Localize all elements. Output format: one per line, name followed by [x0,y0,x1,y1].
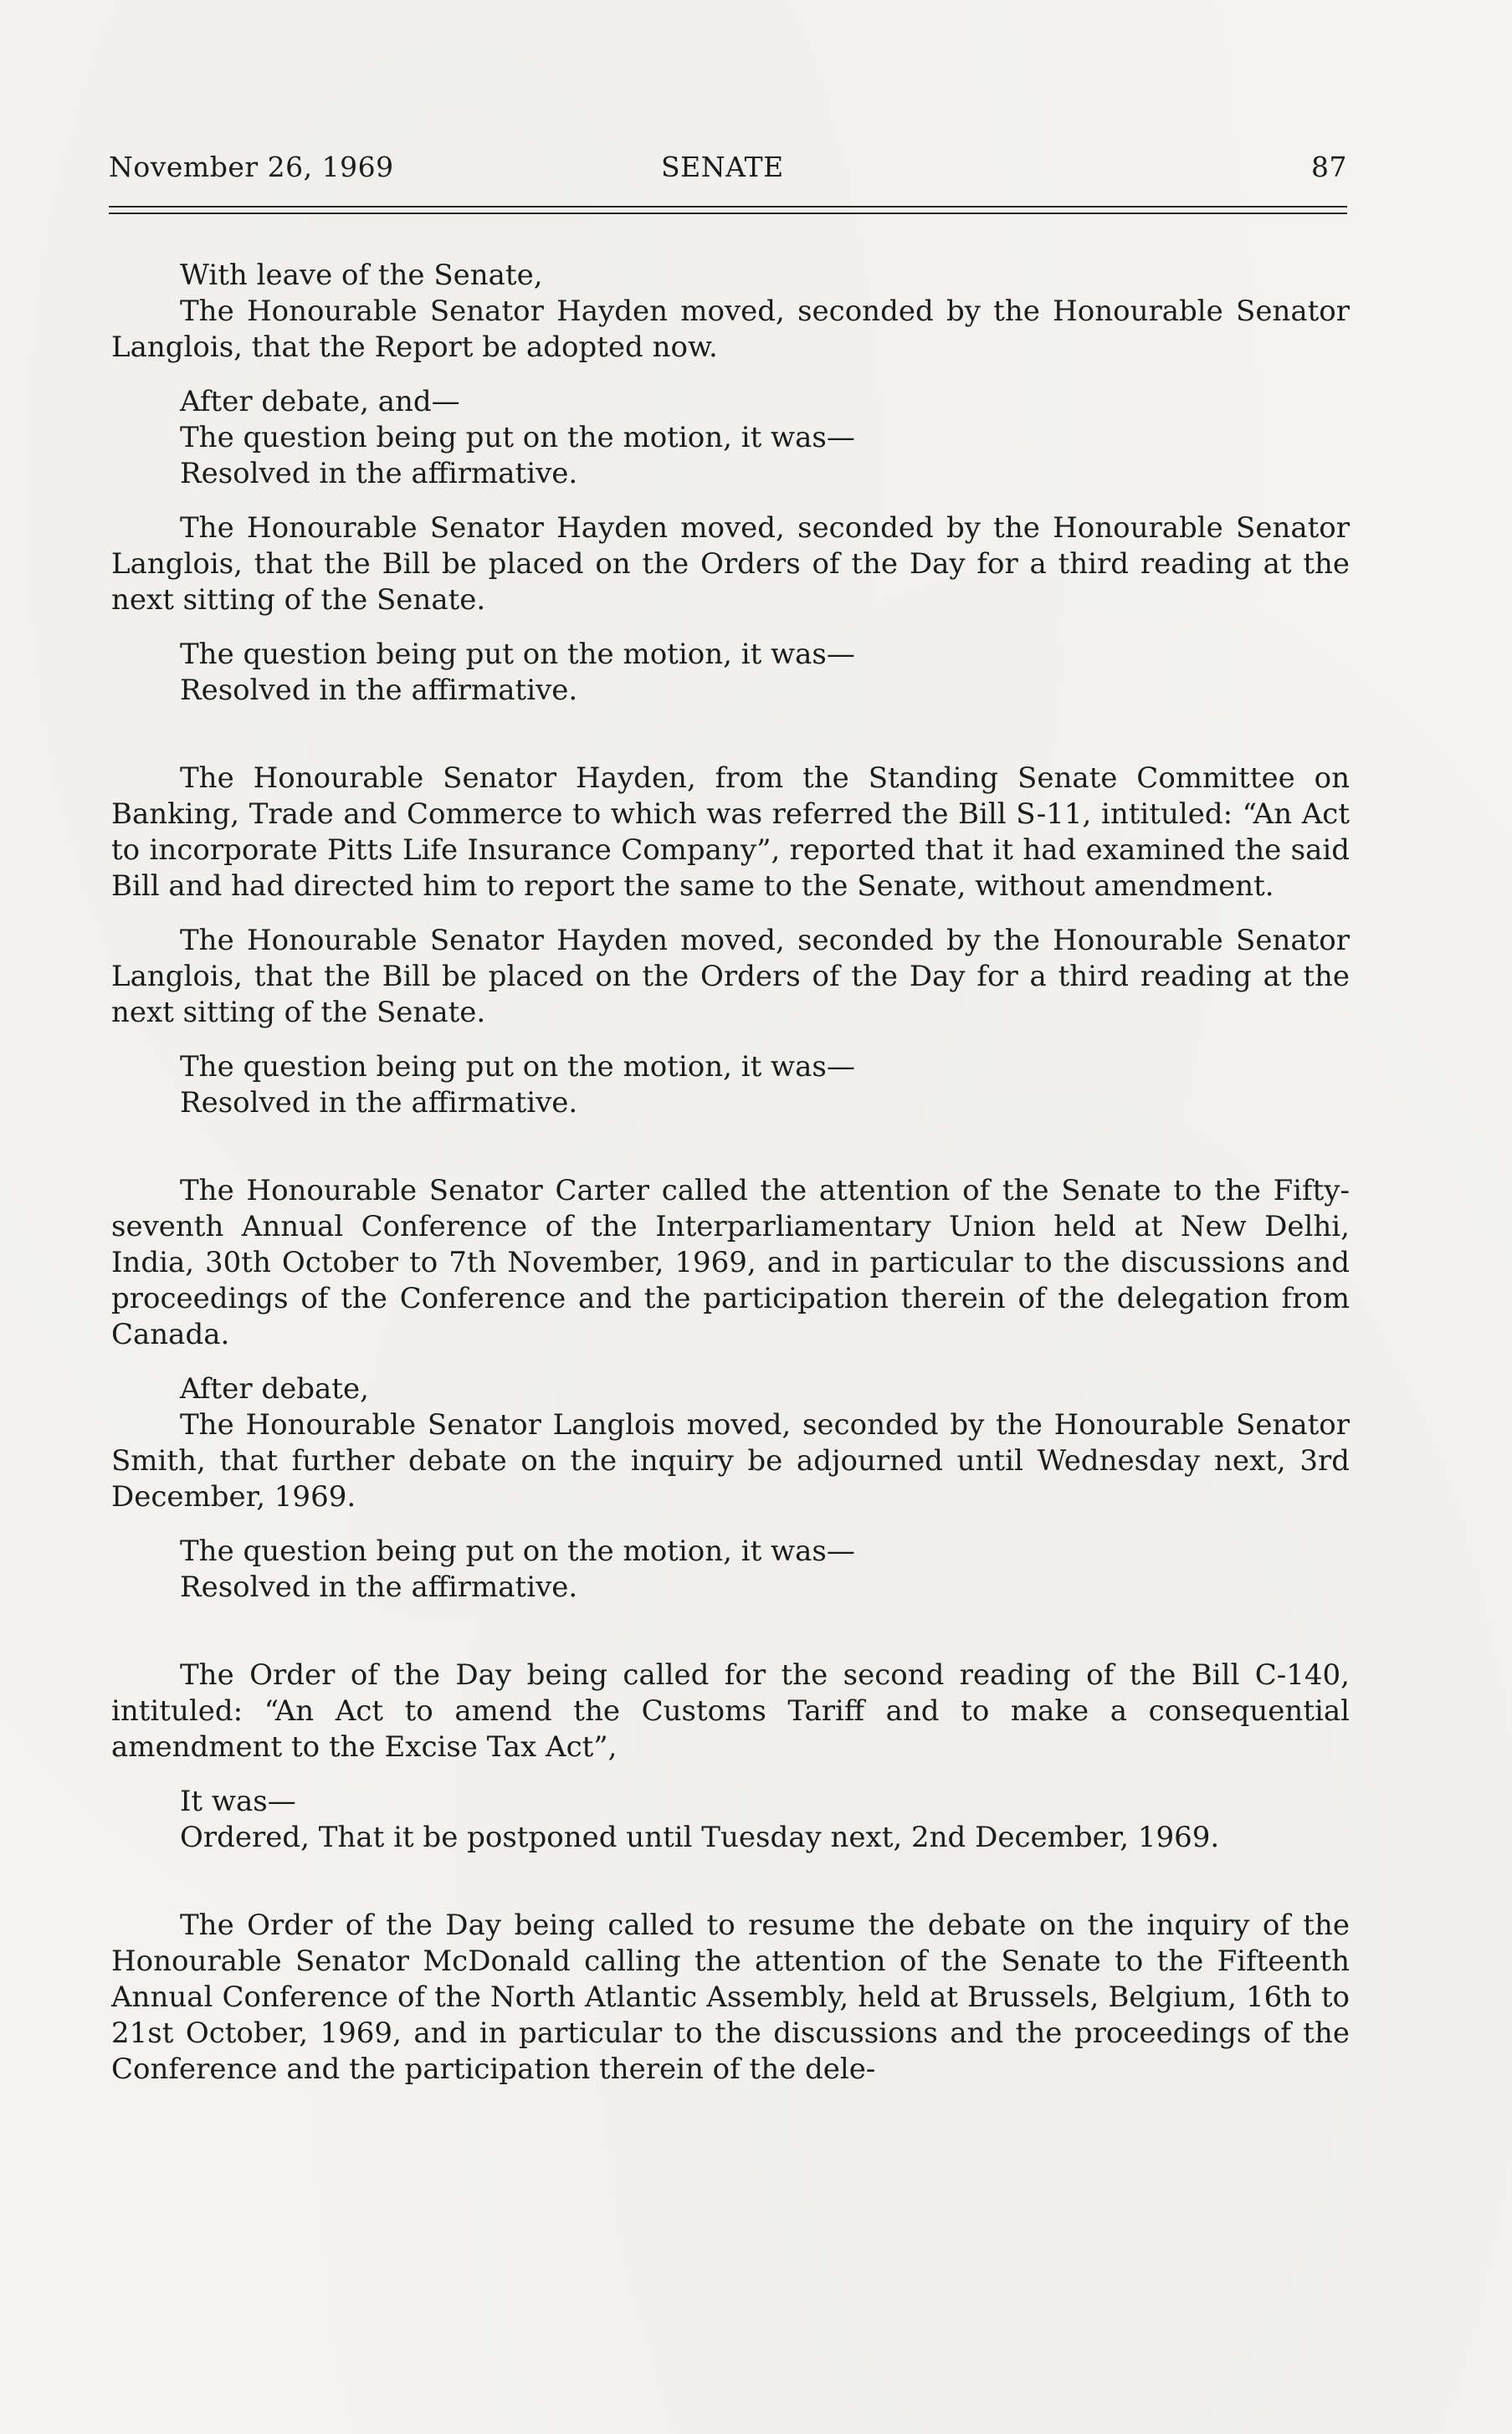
header-rule-bottom [109,213,1347,214]
section-separator [111,709,1350,761]
journal-entry [111,1658,1350,1765]
entry-paragraph: The Honourable Senator Langlois moved, seconded by the Honourable Senator Smith, that further debate on the inquiry be adjourned until Wednesday next, 3rd December, 1969. [111,1408,1350,1514]
section-separator [111,1606,1350,1658]
page-header [109,151,1347,191]
entry-line: Resolved in the affirmative. [180,1571,578,1604]
entry-line: After debate, and— [180,385,460,418]
journal-entry [111,1534,1350,1606]
entry-line: Resolved in the affirmative. [180,457,578,490]
journal-section [111,258,1350,709]
entry-line: Resolved in the affirmative. [180,1086,578,1120]
journal-section [111,1658,1350,1856]
section-separator [111,1856,1350,1908]
entry-line: Resolved in the affirmative. [180,674,578,707]
entry-line: The question being put on the motion, it was— [180,1050,855,1084]
journal-section [111,761,1350,1121]
entry-paragraph: The question being put on the motion, it was— [180,421,855,454]
journal-entry [111,761,1350,904]
journal-entry [111,1908,1350,2088]
journal-entry [111,923,1350,1031]
header-rule-top [109,206,1347,208]
entry-line: It was— [180,1785,296,1818]
entry-line: The question being put on the motion, it was— [180,638,855,671]
entry-line: Ordered, That it be postponed until Tuesday next, 2nd December, 1969. [180,1821,1220,1854]
entry-line: With leave of the Senate, [180,259,543,292]
header-title: SENATE [661,151,784,183]
page-number: 87 [1311,151,1347,183]
journal-section [111,1908,1350,2088]
entry-paragraph: The Honourable Senator Carter called the attention of the Senate to the Fifty-seventh Annual Conference of the Interparliamentary Union held at New Delhi, India, 30th October to 7th November, 1969, and in particular to the discussions and proceedings of the Conference and the participation therein of the delegation from Canada. [111,1174,1350,1351]
entry-paragraph: The Order of the Day being called for the second reading of the Bill C-140, intituled: “An Act to amend the Customs Tariff and to make a consequential amendment to the Excise Tax Act”, [111,1658,1350,1764]
entry-paragraph: The Order of the Day being called to resume the debate on the inquiry of the Honourable Senator McDonald calling the attention of the Senate to the Fifteenth Annual Conference of the North Atlantic Assembly, held at Brussels, Belgium, 16th to 21st October, 1969, and in particular to the discussions and the proceedings of the Conference and the participation therein of the dele- [111,1909,1350,2086]
entry-paragraph: The Honourable Senator Hayden moved, seconded by the Honourable Senator Langlois, that the Bill be placed on the Orders of the Day for a third reading at the next sitting of the Senate. [111,511,1350,617]
journal-entry [111,510,1350,618]
entry-paragraph: The Honourable Senator Hayden moved, seconded by the Honourable Senator Langlois, that the Bill be placed on the Orders of the Day for a third reading at the next sitting of the Senate. [111,924,1350,1029]
entry-line: After debate, [180,1372,369,1406]
entry-paragraph: The Honourable Senator Hayden, from the Standing Senate Committee on Banking, Trade and Commerce to which was referred the Bill S-11, intituled: “An Act to incorporate Pitts Life Insurance Company”, reported that it had examined the said Bill and had directed him to report the same to the Senate, without amendment. [111,761,1350,903]
journal-entry [111,1784,1350,1856]
journal-entry [111,1173,1350,1353]
document-body [111,258,1350,2088]
entry-paragraph: The Honourable Senator Hayden moved, seconded by the Honourable Senator Langlois, that the Report be adopted now. [111,295,1350,364]
journal-entry [111,1371,1350,1515]
journal-entry [111,258,1350,366]
section-separator [111,1121,1350,1173]
journal-entry [111,1049,1350,1121]
entry-line: The question being put on the motion, it was— [180,1535,855,1568]
journal-entry [111,384,1350,492]
journal-entry [111,637,1350,709]
journal-section [111,1173,1350,1606]
header-date: November 26, 1969 [109,151,394,183]
